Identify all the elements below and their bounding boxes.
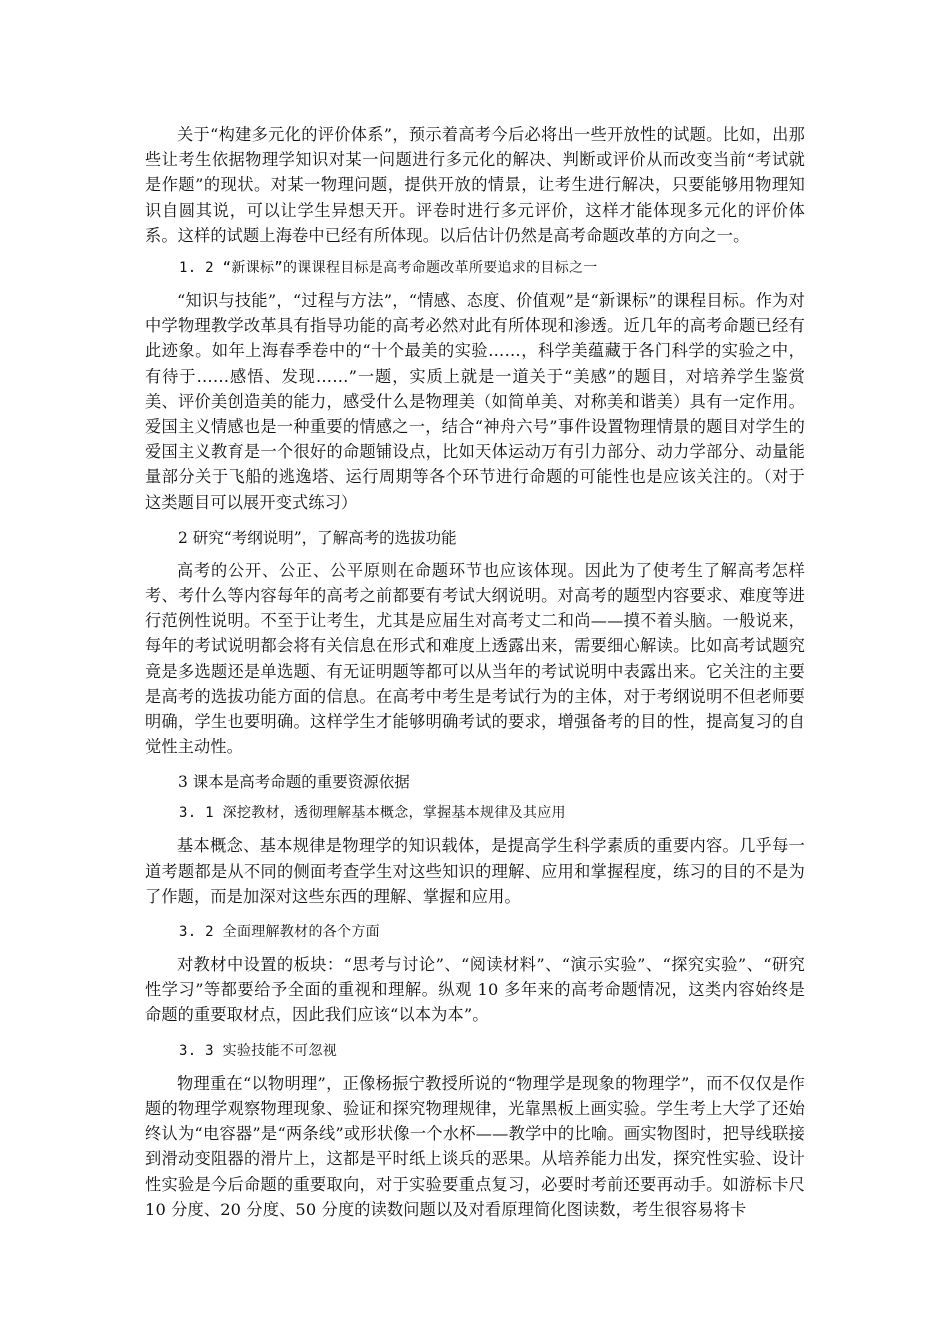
section-heading-2: 2 研究“考纲说明”，了解高考的选拔功能 bbox=[178, 528, 457, 547]
paragraph-basic-concepts: 基本概念、基本规律是物理学的知识载体，是提高学生科学素质的重要内容。几乎每一道考题都是从不同的侧面考查学生对这些知识的理解、应用和掌握程度，练习的目的不是为了作题，而是加深对这些东西的理解、掌握和应用。 bbox=[145, 836, 805, 906]
paragraph-experiment-skills: 物理重在“以物明理”，正像杨振宁教授所说的“物理学是现象的物理学”，而不仅仅是作题的物理学观察物理现象、验证和探究物理规律，光靠黑板上画实验。学生考上大学了还始终认为“电容器”是“两条线”或形状像一个水杯——教学中的比喻。画实物图时，把导线联接到滑动变阻器的滑片上，这都是平时纸上谈兵的恶果。从培养能力出发，探究性实验、设计性实验是今后命题的重要取向，对于实验要重点复习，必要时考前还要再动手。如游标卡尺 10 分度、20 分度、50 分度的读数问题以及对看原理简化图读数，考生很容易将卡 bbox=[145, 1073, 805, 1219]
paragraph-textbook-sections: 对教材中设置的板块：“思考与讨论”、“阅读材料”、“演示实验”、“探究实验”、“研究性学习”等都要给予全面的重视和理解。纵观 10 多年来的高考命题情况，这类内容始终是命题的重要取材点，因此我们应该“以本为本”。 bbox=[145, 955, 805, 1025]
paragraph-curriculum-goals: “知识与技能”，“过程与方法”，“情感、态度、价值观”是“新课标”的课程目标。作为对中学物理教学改革具有指导功能的高考必然对此有所体现和渗透。近几年的高考命题已经有此迹象。如年上海春季卷中的“十个最美的实验……，科学美蕴藏于各门科学的实验之中，有待于……感悟、发现……”一题，实质上就是一道关于“美感”的题目，对培养学生鉴赏美、评价美创造美的能力，感受什么是物理美（如简单美、对称美和谐美）具有一定作用。爱国主义情感也是一种重要的情感之一，结合“神舟六号”事件设置物理情景的题目对学生的爱国主义教育是一个很好的命题铺设点，比如天体运动万有引力部分、动力学部分、动量能量部分关于飞船的逃逸塔、运行周期等各个环节进行命题的可能性也是应该关注的。（对于这类题目可以展开变式练习） bbox=[145, 291, 805, 512]
section-heading-3-2: 3. 2 全面理解教材的各个方面 bbox=[179, 924, 380, 941]
document-body bbox=[145, 122, 805, 1222]
section-heading-3-3: 3. 3 实验技能不可忽视 bbox=[179, 1042, 338, 1059]
paragraph-evaluation-system: 关于“构建多元化的评价体系”，预示着高考今后必将出一些开放性的试题。比如，出那些让考生依据物理学知识对某一问题进行多元化的解决、判断或评价从而改变当前“考试就是作题”的现状。对某一物理问题，提供开放的情景，让考生进行解决，只要能够用物理知识自圆其说，可以让学生异想天开。评卷时进行多元评价，这样才能体现多元化的评价体系。这样的试题上海卷中已经有所体现。以后估计仍然是高考命题改革的方向之一。 bbox=[145, 125, 805, 245]
section-heading-3: 3 课本是高考命题的重要资源依据 bbox=[178, 773, 410, 792]
paragraph-exam-outline: 高考的公开、公正、公平原则在命题环节也应该体现。因此为了使考生了解高考怎样考、考什么等内容每年的高考之前都要有考试大纲说明。对高考的题型内容要求、难度等进行范例性说明。不至于让考生，尤其是应届生对高考丈二和尚——摸不着头脑。一般说来，每年的考试说明都会将有关信息在形式和难度上透露出来，需要细心解读。比如高考试题究竟是多选题还是单选题、有无证明题等都可以从当年的考试说明中表露出来。它关注的主要是高考的选拔功能方面的信息。在高考中考生是考试行为的主体，对于考纲说明不但老师要明确，学生也要明确。这样学生才能够明确考试的要求，增强备考的目的性，提高复习的自觉性主动性。 bbox=[145, 560, 805, 757]
section-heading-1-2: 1. 2 “新课标”的课课程目标是高考命题改革所要追求的目标之一 bbox=[179, 260, 598, 277]
section-heading-3-1: 3. 1 深挖教材，透彻理解基本概念，掌握基本规律及其应用 bbox=[179, 805, 566, 822]
